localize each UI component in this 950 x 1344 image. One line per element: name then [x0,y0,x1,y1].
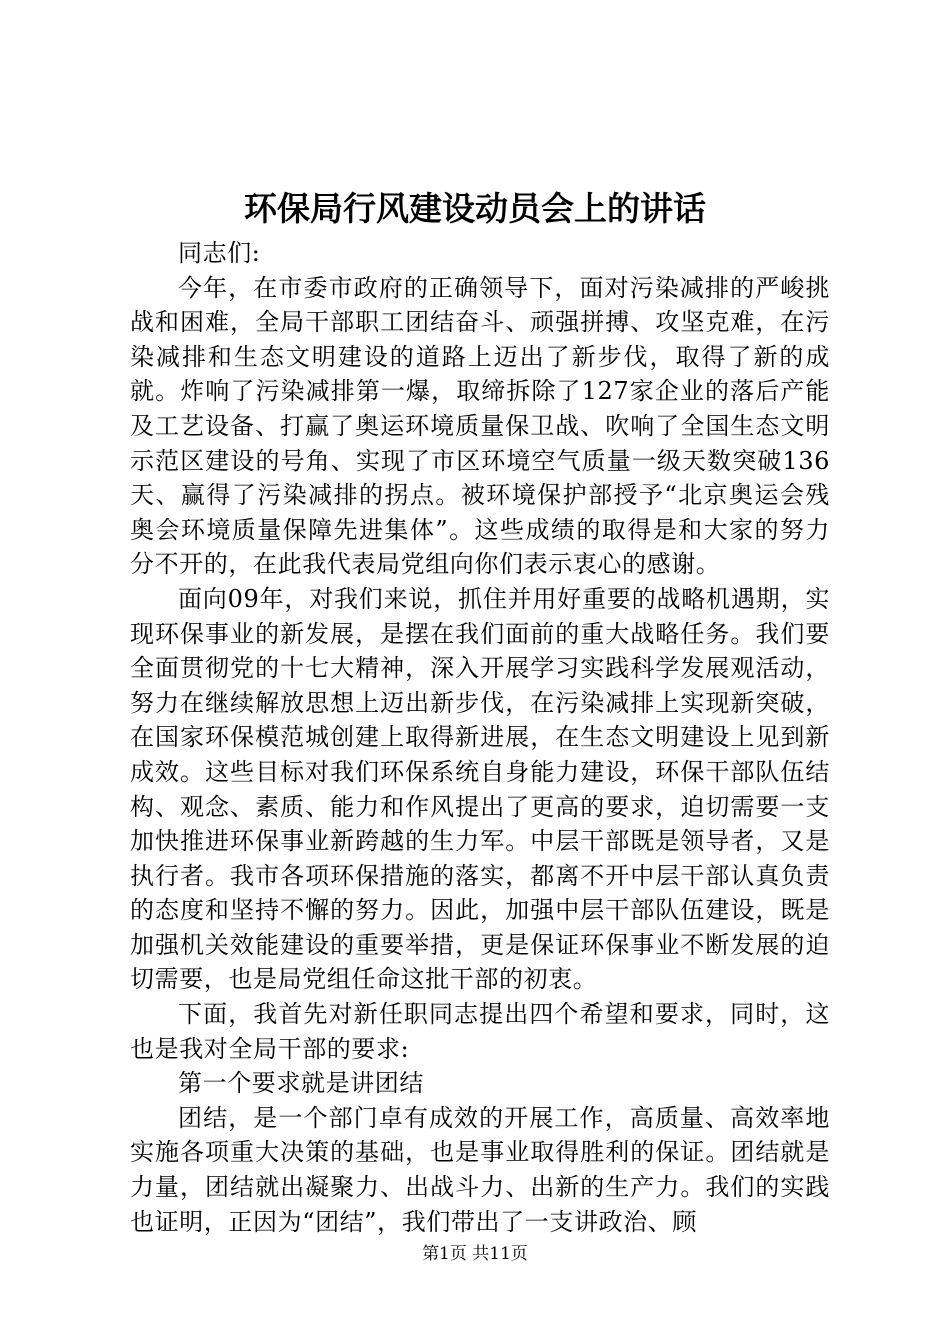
document-body [130,236,830,1239]
achievements-paragraph: 今年，在市委市政府的正确领导下，面对污染减排的严峻挑战和困难，全局干部职工团结奋斗、顽强拼搏、攻坚克难，在污染减排和生态文明建设的道路上迈出了新步伐，取得了新的成就。炸响了污染减排第一爆，取缔拆除了127家企业的落后产能及工艺设备、打赢了奥运环境质量保卫战、吹响了全国生态文明示范区建设的号角、实现了市区环境空气质量一级天数突破136天、赢得了污染减排的拐点。被环境保护部授予“北京奥运会残奥会环境质量保障先进集体”。这些成绩的取得是和大家的努力分不开的，在此我代表局党组向你们表示衷心的感谢。 [130,273,830,579]
page-number-footer: 第1页 共11页 [422,1244,528,1264]
document-title: 环保局行风建设动员会上的讲话 [244,189,706,228]
salutation-paragraph: 同志们: [178,239,261,267]
unity-paragraph: 团结，是一个部门卓有成效的开展工作，高质量、高效率地实施各项重大决策的基础，也是事业取得胜利的保证。团结就是力量，团结就出凝聚力、出战斗力、出新的生产力。我们的实践也证明，正因为“团结”，我们带出了一支讲政治、顾 [130,1103,830,1236]
outlook-paragraph: 面向09年，对我们来说，抓住并用好重要的战略机遇期，实现环保事业的新发展，是摆在我们面前的重大战略任务。我们要全面贯彻党的十七大精神，深入开展学习实践科学发展观活动，努力在继续解放思想上迈出新步伐，在污染减排上实现新突破，在国家环保模范城创建上取得新进展，在生态文明建设上见到新成效。这些目标对我们环保系统自身能力建设，环保干部队伍结构、观念、素质、能力和作风提出了更高的要求，迫切需要一支加快推进环保事业新跨越的生力军。中层干部既是领导者，又是执行者。我市各项环保措施的落实，都离不开中层干部认真负责的态度和坚持不懈的努力。因此，加强中层干部队伍建设，既是加强机关效能建设的重要举措，更是保证环保事业不断发展的迫切需要，也是局党组任命这批干部的初衷。 [130,584,830,994]
requirements-intro-paragraph: 下面，我首先对新任职同志提出四个希望和要求，同时，这也是我对全局干部的要求: [130,1000,830,1063]
first-requirement-heading: 第一个要求就是讲团结 [178,1069,424,1098]
